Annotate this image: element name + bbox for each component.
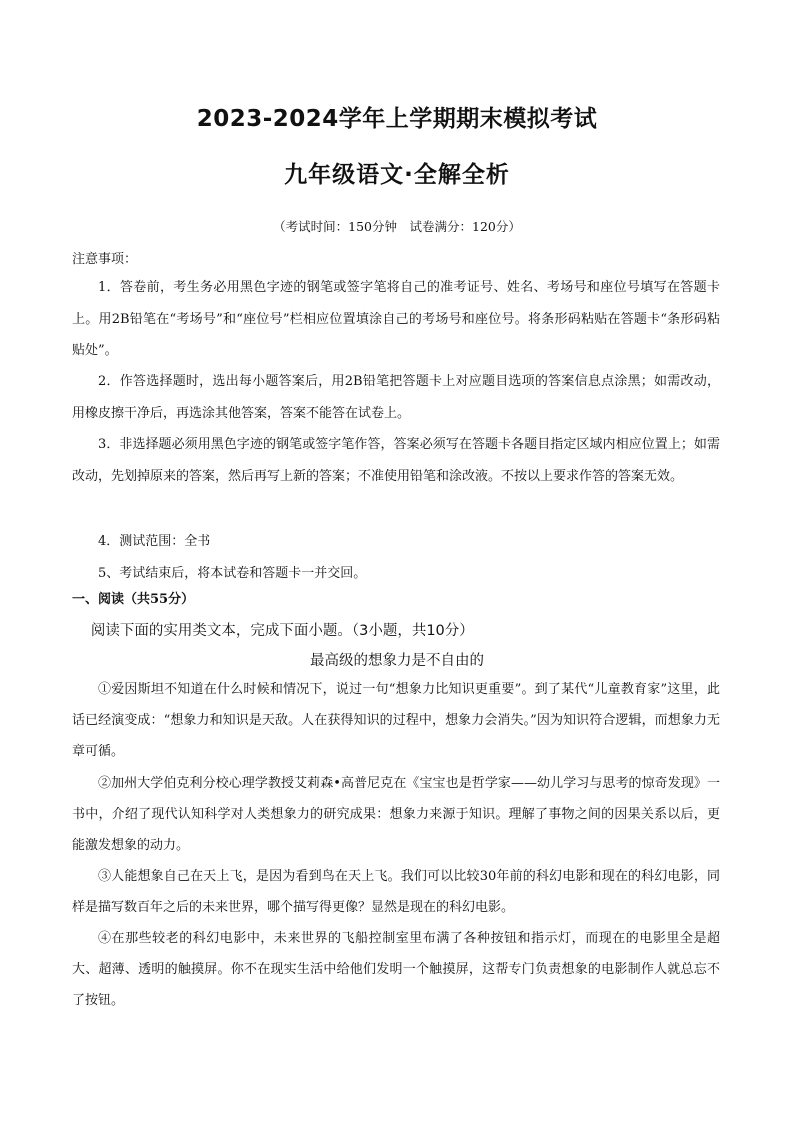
article-paragraph-4: ④在那些较老的科幻电影中，未来世界的飞船控制室里布满了各种按钮和指示灯，而现在的电影里全是超大、超薄、透明的触摸屏。你不在现实生活中给他们发明一个触摸屏，这帮专门负责想象的电影制作人就总忘不了按钮。 bbox=[72, 931, 720, 1008]
section-heading: 一、阅读（共55分） bbox=[72, 592, 195, 607]
article-title: 最高级的想象力是不自由的 bbox=[310, 653, 484, 669]
notice-item-1: 1．答卷前，考生务必用黑色字迹的钢笔或签字笔将自己的准考证号、姓名、考场号和座位号填写在答题卡上。用2B铅笔在“考场号”和“座位号”栏相应位置填涂自己的考场号和座位号。将条形码粘贴在答题卡“条形码粘贴处”。 bbox=[72, 280, 720, 358]
reading-instruction: 阅读下面的实用类文本，完成下面小题。（3小题，共10分） bbox=[90, 623, 474, 639]
notice-item-4: 4．测试范围：全书 bbox=[98, 534, 211, 549]
exam-subtitle: 九年级语文·全解全析 bbox=[284, 162, 510, 188]
exam-info: （考试时间：150分钟 试卷满分：120分） bbox=[273, 219, 521, 234]
notice-item-2: 2．作答选择题时，选出每小题答案后，用2B铅笔把答题卡上对应题目选项的答案信息点涂黑；如需改动，用橡皮擦干净后，再选涂其他答案，答案不能答在试卷上。 bbox=[72, 374, 720, 421]
article-paragraph-1: ①爱因斯坦不知道在什么时候和情况下，说过一句“想象力比知识更重要”。到了某代“儿童教育家”这里，此话已经演变成：“想象力和知识是天敌。人在获得知识的过程中，想象力会消失。”因为知识符合逻辑，而想象力无章可循。 bbox=[72, 682, 720, 759]
notice-item-3: 3．非选择题必须用黑色字迹的钢笔或签字笔作答，答案必须写在答题卡各题目指定区域内相应位置上；如需改动，先划掉原来的答案，然后再写上新的答案；不准使用铅笔和涂改液。不按以上要求作答的答案无效。 bbox=[72, 437, 720, 484]
notice-item-5: 5、考试结束后，将本试卷和答题卡一并交回。 bbox=[98, 566, 367, 581]
article-paragraph-2: ②加州大学伯克利分校心理学教授艾莉森•高普尼克在《宝宝也是哲学家——幼儿学习与思考的惊奇发现》一书中，介绍了现代认知科学对人类想象力的研究成果：想象力来源于知识。理解了事物之间的因果关系以后，更能激发想象的动力。 bbox=[72, 776, 720, 853]
notice-heading: 注意事项： bbox=[72, 252, 138, 267]
exam-title: 2023-2024学年上学期期末模拟考试 bbox=[196, 106, 598, 132]
article-paragraph-3: ③人能想象自己在天上飞，是因为看到鸟在天上飞。我们可以比较30年前的科幻电影和现在的科幻电影，同样是描写数百年之后的未来世界，哪个描写得更像？显然是现在的科幻电影。 bbox=[72, 869, 720, 915]
